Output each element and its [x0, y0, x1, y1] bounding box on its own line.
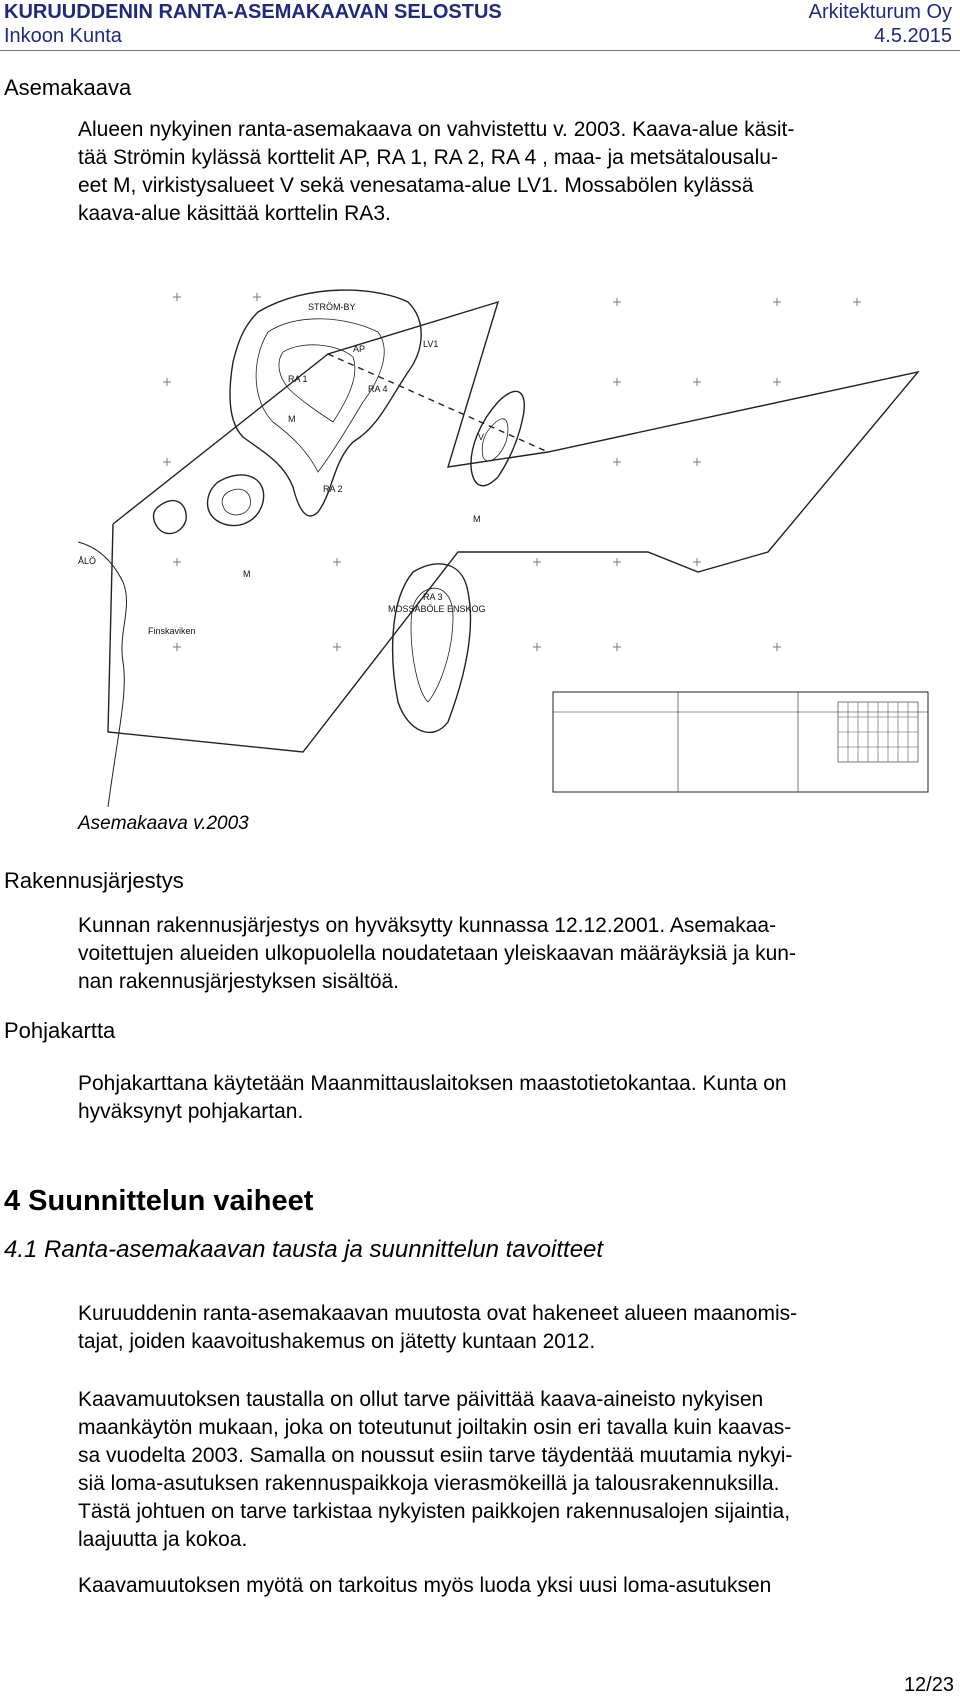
- map-label: RA 1: [288, 374, 308, 384]
- text-line: sa vuodelta 2003. Samalla on noussut esiin tarve täydentää muutamia nykyi-: [78, 1444, 793, 1467]
- map-label: M: [288, 414, 296, 424]
- map-label: M: [473, 514, 481, 524]
- map-label: RA 4: [368, 384, 388, 394]
- map-label: V: [478, 432, 485, 442]
- map-label: Finskaviken: [148, 626, 196, 636]
- text-line: tajat, joiden kaavoitushakemus on jätetty kuntaan 2012.: [78, 1330, 596, 1353]
- header-divider: [0, 50, 960, 51]
- page-number: 12/23: [903, 1674, 954, 1696]
- map-caption: Asemakaava v.2003: [78, 813, 249, 834]
- text-line: Alueen nykyinen ranta-asemakaava on vahvistettu v. 2003. Kaava-alue käsit-: [78, 118, 795, 141]
- text-line: eet M, virkistysalueet V sekä venesatama-alue LV1. Mossabölen kylässä: [78, 174, 754, 197]
- text-line: maankäytön mukaan, joka on toteutunut joiltakin osin eri tavalla kuin kaavas-: [78, 1416, 792, 1439]
- section-heading-pohjakartta: Pohjakartta: [4, 1018, 116, 1043]
- west-islet: [208, 475, 264, 526]
- paragraph-asemakaava: [78, 116, 918, 228]
- section-heading-rakennusjarjestys: Rakennusjärjestys: [4, 868, 184, 893]
- map-label: RA 2: [323, 484, 343, 494]
- text-line: nan rakennusjärjestyksen sisältöä.: [78, 970, 400, 993]
- text-line: Kaavamuutoksen taustalla on ollut tarve päivittää kaava-aineisto nykyisen: [78, 1388, 764, 1411]
- section-heading-asemakaava: Asemakaava: [4, 75, 132, 100]
- company-name: Arkitekturum Oy: [808, 1, 952, 23]
- text-line: voitettujen alueiden ulkopuolella noudatetaan yleiskaavan määräyksiä ja kun-: [78, 942, 796, 965]
- text-line: hyväksynyt pohjakartan.: [78, 1100, 304, 1123]
- text-line: Pohjakarttana käytetään Maanmittauslaitoksen maastotietokantaa. Kunta on: [78, 1072, 787, 1095]
- map-label: STRÖM-BY: [308, 302, 356, 312]
- text-line: tää Strömin kylässä korttelit AP, RA 1, RA 2, RA 4 , maa- ja metsätalousalu-: [78, 146, 778, 169]
- document-title: KURUUDDENIN RANTA-ASEMAKAAVAN SELOSTUS: [4, 1, 502, 23]
- text-line: Kaavamuutoksen myötä on tarkoitus myös luoda yksi uusi loma-asutuksen: [78, 1574, 772, 1597]
- chapter-heading: 4 Suunnittelun vaiheet: [4, 1185, 314, 1217]
- text-line: kaava-alue käsittää korttelin RA3.: [78, 202, 391, 225]
- south-island: [393, 564, 471, 733]
- text-line: Tästä johtuen on tarve tarkistaa nykyisten paikkojen rakennusalojen sijaintia,: [78, 1500, 791, 1523]
- paragraph-tausta-2: [78, 1386, 918, 1554]
- text-line: Kuruuddenin ranta-asemakaavan muutosta ovat hakeneet alueen maanomis-: [78, 1302, 798, 1325]
- map-label: MOSSABÖLE ENSKOG: [388, 604, 486, 614]
- paragraph-pohjakartta: [78, 1070, 918, 1126]
- municipality-name: Inkoon Kunta: [4, 25, 122, 47]
- map-label: AP: [353, 344, 366, 354]
- plan-boundary: [108, 302, 918, 752]
- map-title-block: [553, 692, 928, 792]
- paragraph-tausta-3: [78, 1572, 918, 1600]
- map-label: M: [243, 569, 251, 579]
- map-label: LV1: [423, 339, 439, 349]
- text-line: siä loma-asutuksen rakennuspaikkoja vierasmökeillä ja talousrakennuksilla.: [78, 1472, 780, 1495]
- map-label: RA 3: [423, 592, 443, 602]
- text-line: laajuutta ja kokoa.: [78, 1528, 248, 1551]
- paragraph-rakennusjarjestys: [78, 912, 918, 996]
- map-label: ÅLÖ: [78, 556, 97, 566]
- zoning-map-figure: [78, 262, 933, 807]
- paragraph-tausta-1: [78, 1300, 918, 1356]
- document-date: 4.5.2015: [874, 25, 952, 47]
- section-subheading: 4.1 Ranta-asemakaavan tausta ja suunnittelun tavoitteet: [4, 1236, 604, 1263]
- text-line: Kunnan rakennusjärjestys on hyväksytty kunnassa 12.12.2001. Asemakaa-: [78, 914, 777, 937]
